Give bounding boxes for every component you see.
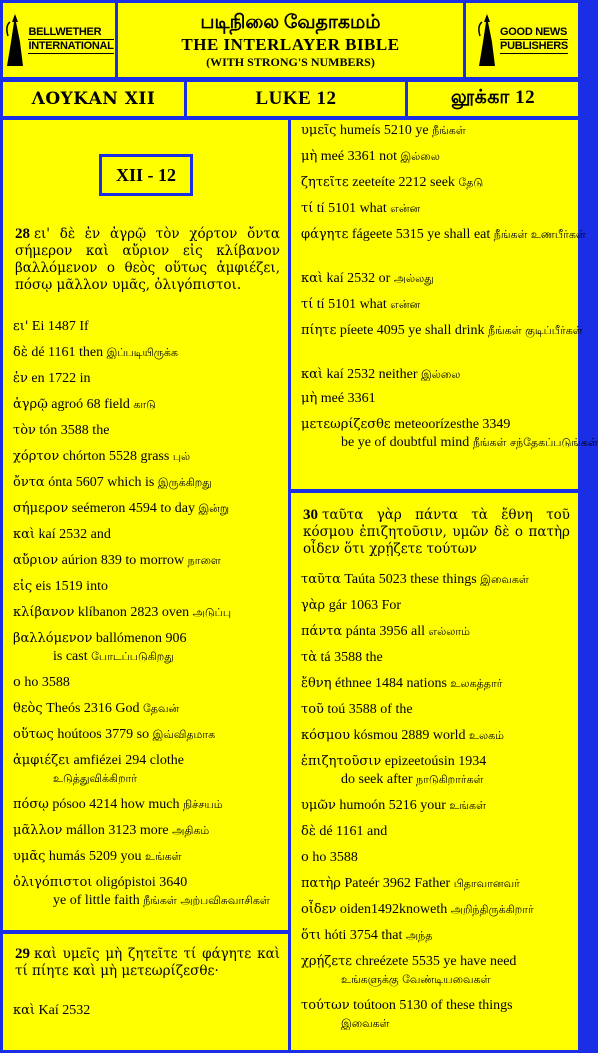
verse-28-text [15,226,280,294]
tamil-gloss: நாளை [187,554,221,567]
greek-word: τί [301,201,314,216]
greek-word: οὕτως [13,727,54,742]
tamil-gloss: தேடு [458,176,484,189]
tamil-gloss: போடப்படுகிறது [91,650,174,663]
transliteration-strongs-english: humoón 5216 your [339,798,446,813]
transliteration-strongs-english: fágeete 5315 ye shall eat [351,227,491,242]
english-continuation: do seek after [341,772,413,787]
verse-greek-text: ει' δὲ ἐν ἀγρῷ τὸν χόρτον ὄντα σήμερον καὶ αὔριον εἰς κλίβανον βαλλόμενον ο θεὸς οὕτως ἀμφιέζει, πόσῳ μᾶλλον υμᾶς, ὀλιγόπιστοι. [15,226,280,293]
interlinear-word [13,526,280,544]
transliteration-strongs-english: humás 5209 you [48,849,142,864]
transliteration-strongs-english: seémeron 4594 to day [71,501,195,516]
transliteration-strongs-english: agroó 68 field [51,397,130,412]
greek-word: ει' [13,319,29,334]
interlinear-word [301,675,570,693]
greek-word: κόσμου [301,728,351,743]
transliteration-strongs-english: klíbanon 2823 oven [77,605,190,620]
greek-word: ο [13,675,21,690]
logo-right-line2: PUBLISHERS [500,40,568,52]
interlinear-word [301,997,570,1033]
interlinear-word [301,727,570,745]
greek-word: ἀγρῷ [13,397,48,412]
transliteration-strongs-english: epizeetoúsin 1934 [384,754,487,769]
interlinear-word [301,296,570,314]
tamil-gloss: பிதாவானவர் [453,877,520,890]
tamil-gloss: இல்லை [400,150,440,163]
transliteration-strongs-english: píeete 4095 ye shall drink [339,323,485,338]
tamil-gloss: இல்லை [421,368,461,381]
verse-number: 30 [303,507,318,523]
greek-word: μᾶλλον [13,823,63,838]
tamil-gloss: நீங்கள் உணபீர்கள் [493,228,586,241]
transliteration-strongs-english: kaí 2532 or [326,271,391,286]
greek-word: οἶδεν [301,902,337,917]
book-tamil: லூக்கா 12 [408,82,578,116]
verse-29-continued-panel [291,120,598,489]
tamil-gloss: உங்களுக்கு வேண்டியவைகள் [341,973,491,986]
book-english: LUKE 12 [187,82,405,116]
transliteration-strongs-english: Pateér 3962 Father [344,876,451,891]
interlinear-word [301,927,570,945]
interlinear-word [301,270,570,288]
greek-word: πίητε [301,323,337,338]
tamil-gloss: இவ்விதமாக [152,728,216,741]
tamil-gloss: இவைகள் [341,1017,390,1030]
transliteration-strongs-english: meé 3361 not [320,149,397,164]
greek-word: ο [301,850,309,865]
continuation-line [301,771,570,789]
interlinear-word [301,571,570,589]
greek-word: ὅτι [301,928,322,943]
transliteration-strongs-english: zeeteíte 2212 seek [352,175,455,190]
transliteration-strongs-english: hóti 3754 that [324,928,403,943]
interlinear-word [301,122,570,140]
interlinear-word [13,318,280,336]
transliteration-strongs-english: gár 1063 For [328,598,402,613]
transliteration-strongs-english: ho 3588 [312,850,358,865]
tamil-gloss: அறிந்திருக்கிறார் [450,903,534,916]
interlinear-word [301,597,570,615]
tamil-gloss: நீங்கள் சந்தேகப்படுங்கள் [472,436,598,449]
greek-word: ἀμφιέζει [13,753,71,768]
interlinear-word [301,226,586,244]
greek-word: θεὸς [13,701,43,716]
greek-word: ζητεῖτε [301,175,349,190]
greek-word: αὔριον [13,553,59,568]
greek-word: ἐν [13,371,28,386]
tamil-gloss: நாடுகிறார்கள் [416,773,484,786]
greek-word: υμῶν [301,798,336,813]
greek-word: μὴ [301,149,318,164]
logo-right-line1: GOOD NEWS [500,26,568,38]
greek-word: κλίβανον [13,605,75,620]
greek-word: χόρτον [13,449,60,464]
interlinear-word [13,552,280,570]
interlinear-word [13,396,280,414]
interlinear-word [301,797,570,815]
english-continuation: ye of little faith [53,893,140,908]
transliteration-strongs-english: en 1722 in [31,371,91,386]
logo-right-text [500,26,568,54]
interlinear-word [301,953,570,989]
interlinear-word [13,822,280,840]
greek-word: πατὴρ [301,876,341,891]
greek-word: ἐπιζητοῦσιν [301,754,382,769]
interlinear-word [301,901,570,919]
english-continuation: be ye of doubtful mind [341,435,470,450]
tamil-gloss: உலகம் [469,729,505,742]
transliteration-strongs-english: Theós 2316 God [46,701,140,716]
title-english: THE INTERLAYER BIBLE [181,34,400,54]
tamil-gloss: எல்லாம் [428,625,470,638]
verse-29-panel [3,934,288,1050]
greek-word: τούτων [301,998,350,1013]
transliteration-strongs-english: mállon 3123 more [65,823,169,838]
verse-28-panel [3,120,288,930]
interlinear-word [13,578,280,596]
interlinear-word [301,753,570,789]
logo-left-text [28,26,113,54]
greek-word: εἰς [13,579,33,594]
title-subtitle: (WITH STRONG'S NUMBERS) [206,54,375,69]
greek-word: βαλλόμενον [13,631,93,646]
transliteration-strongs-english: toú 3588 of the [327,702,413,717]
tamil-gloss: இவைகள் [480,573,529,586]
interlinear-word [301,649,570,667]
transliteration-strongs-english: dé 1161 then [31,345,104,360]
book-greek: ΛΟΥΚΑΝ XII [3,82,184,116]
tamil-gloss: காடு [133,398,156,411]
transliteration-strongs-english: kósmou 2889 world [353,728,466,743]
verse-30-text [303,507,570,558]
continuation-line [13,648,280,666]
greek-word: υμᾶς [13,849,46,864]
tamil-gloss: என்ன [390,202,421,215]
transliteration-strongs-english: pósoo 4214 how much [52,797,180,812]
tamil-gloss: இருக்கிறது [157,476,212,489]
transliteration-strongs-english: chreézete 5535 ye have need [355,954,517,969]
interlinear-word [13,1002,280,1020]
tamil-gloss: உலகத்தார் [450,677,503,690]
interlinear-word [13,700,280,718]
tamil-gloss: அந்த [405,929,433,942]
greek-word: ὀλιγόπιστοι [13,875,93,890]
transliteration-strongs-english: ónta 5607 which is [48,475,155,490]
bellwether-logo [3,3,115,77]
shepherd-figure-icon [4,12,26,68]
transliteration-strongs-english: eis 1519 into [35,579,108,594]
interlinear-word [13,474,280,492]
interlinear-word [13,848,280,866]
transliteration-strongs-english: oiden1492knoweth [339,902,448,917]
interlinear-word [13,874,280,910]
transliteration-strongs-english: amfiézei 294 clothe [73,753,184,768]
title-tamil: படிநிலை வேதாகமம் [200,11,381,33]
greek-word: μὴ [301,391,318,406]
tamil-gloss: நிச்சயம் [183,798,223,811]
transliteration-strongs-english: tón 3588 the [39,423,110,438]
interlinear-word [301,623,570,641]
logo-left-line2: INTERNATIONAL [28,40,114,52]
continuation-line [301,971,570,989]
tamil-gloss: உங்கள் [144,850,182,863]
transliteration-strongs-english: humeís 5210 ye [339,123,429,138]
interlinear-word [13,448,280,466]
interlinear-word [301,701,570,719]
transliteration-strongs-english: kaí 2532 and [38,527,111,542]
greek-word: καὶ [13,1003,36,1018]
title-block [118,3,463,77]
transliteration-strongs-english: tí 5101 what [316,201,387,216]
greek-word: χρῄζετε [301,954,353,969]
interlinear-word [301,390,570,408]
greek-word: ταῦτα [301,572,341,587]
transliteration-strongs-english: meé 3361 [320,391,376,406]
tamil-gloss: அடுப்பு [192,606,232,619]
english-continuation: is cast [53,649,88,664]
greek-word: μετεωρίζεσθε [301,417,391,432]
interlinear-word [301,174,570,192]
greek-word: δὲ [13,345,28,360]
continuation-line [13,770,280,788]
transliteration-strongs-english: toútoon 5130 of these things [353,998,513,1013]
interlinear-word [13,796,280,814]
transliteration-strongs-english: chórton 5528 grass [62,449,170,464]
greek-word: ἔθνη [301,676,332,691]
transliteration-strongs-english: pánta 3956 all [345,624,426,639]
transliteration-strongs-english: tá 3588 the [320,650,383,665]
chapter-label: XII - 12 [99,154,193,196]
greek-word: τὰ [301,650,317,665]
transliteration-strongs-english: aúrion 839 to morrow [61,553,185,568]
transliteration-strongs-english: ho 3588 [24,675,70,690]
interlinear-word [13,630,280,666]
interlinear-word [13,500,280,518]
transliteration-strongs-english: éthnee 1484 nations [335,676,447,691]
interlinear-word [301,875,570,893]
interlinear-word [13,370,280,388]
transliteration-strongs-english: oligópistoi 3640 [95,875,188,890]
tamil-gloss: நீங்கள் [432,124,466,137]
transliteration-strongs-english: kaí 2532 neither [326,367,418,382]
interlinear-word [13,604,280,622]
tamil-gloss: அதிகம் [172,824,210,837]
interlinear-word [301,200,570,218]
interlinear-word [301,416,598,452]
verse-29-text [15,946,280,980]
tamil-gloss: என்ன [390,298,421,311]
interlinear-word [301,148,570,166]
interlinear-word [13,344,280,362]
transliteration-strongs-english: Ei 1487 If [31,319,89,334]
tamil-gloss: நீங்கள் அற்பவிசுவாசிகள் [143,894,270,907]
verse-greek-text: ταῦτα γὰρ πάντα τὰ ἔθνη τοῦ κόσμου ἐπιζητοῦσιν, υμῶν δὲ ο πατὴρ οἶδεν ὅτι χρῄζετε τούτων [303,507,570,557]
continuation-line [301,434,598,452]
greek-word: πάντα [301,624,343,639]
tamil-gloss: இப்படியிருக்க [106,346,179,359]
interlinear-word [301,366,570,384]
transliteration-strongs-english: tí 5101 what [316,297,387,312]
tamil-gloss: அல்லது [393,272,434,285]
greek-word: υμεῖς [301,123,337,138]
greek-word: καὶ [13,527,36,542]
interlinear-word [301,823,570,841]
interlinear-word [13,674,280,692]
verse-greek-text: καὶ υμεῖς μὴ ζητεῖτε τί φάγητε καὶ τί πίητε καὶ μὴ μετεωρίζεσθε· [15,946,280,979]
greek-word: φάγητε [301,227,349,242]
verse-number: 28 [15,226,30,242]
transliteration-strongs-english: dé 1161 and [319,824,388,839]
interlinear-word [13,752,280,788]
interlinear-word [13,422,280,440]
transliteration-strongs-english: hoútoos 3779 so [57,727,150,742]
greek-word: τοῦ [301,702,324,717]
greek-word: σήμερον [13,501,69,516]
tamil-gloss: நீங்கள் குடிப்பீர்கள் [488,324,583,337]
continuation-line [301,1015,570,1033]
greek-word: πόσῳ [13,797,49,812]
shepherd-figure-icon [476,12,498,68]
logo-left-line1: BELLWETHER [28,26,113,40]
tamil-gloss: உங்கள் [449,799,486,812]
greek-word: δὲ [301,824,316,839]
interlinear-word [301,849,570,867]
greek-word: γὰρ [301,598,326,613]
tamil-gloss: இன்று [198,502,230,515]
greek-word: τὸν [13,423,36,438]
greek-word: καὶ [301,271,324,286]
continuation-line [13,892,280,910]
transliteration-strongs-english: Kaí 2532 [38,1003,91,1018]
interlinear-word [13,726,280,744]
transliteration-strongs-english: ballómenon 906 [95,631,187,646]
greek-word: καὶ [301,367,324,382]
transliteration-strongs-english: Taúta 5023 these things [344,572,477,587]
good-news-logo [466,3,578,77]
verse-30-panel [291,493,578,1050]
greek-word: ὄντα [13,475,45,490]
verse-number: 29 [15,946,30,962]
interlinear-word [301,322,583,340]
tamil-gloss: தேவன் [143,702,180,715]
transliteration-strongs-english: meteoorízesthe 3349 [394,417,511,432]
tamil-gloss: உடுத்துவிக்கிறார் [53,772,138,785]
greek-word: τί [301,297,314,312]
tamil-gloss: புல் [172,450,191,463]
